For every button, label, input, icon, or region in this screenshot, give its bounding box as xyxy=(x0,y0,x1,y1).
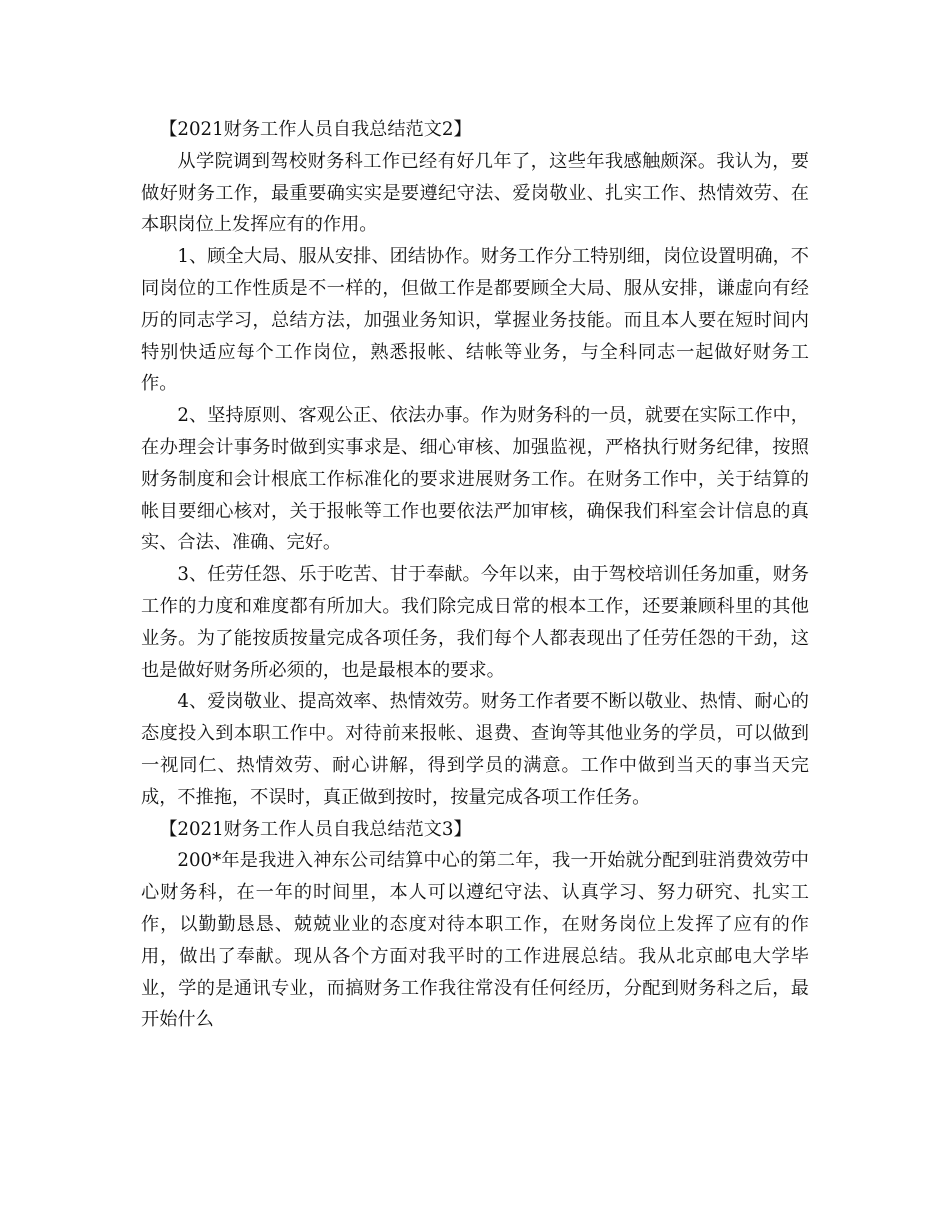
paragraph: 1、顾全大局、服从安排、团结协作。财务工作分工特别细，岗位设置明确，不同岗位的工作性质是不一样的，但做工作是都要顾全大局、服从安排，谦虚向有经历的同志学习，总结方法，加强业务知识，掌握业务技能。而且本人要在短时间内特别快适应每个工作岗位，熟悉报帐、结帐等业务，与全科同志一起做好财务工作。 xyxy=(141,246,809,395)
paragraph: 200*年是我进入神东公司结算中心的第二年，我一开始就分配到驻消费效劳中心财务科，在一年的时间里，本人可以遵纪守法、认真学习、努力研究、扎实工作，以勤勤恳恳、兢兢业业的态度对待本职工作，在财务岗位上发挥了应有的作用，做出了奉献。现从各个方面对我平时的工作进展总结。我从北京邮电大学毕业，学的是通讯专业，而搞财务工作我往常没有任何经历，分配到财务科之后，最开始什么 xyxy=(141,850,809,1031)
paragraph: 2、坚持原则、客观公正、依法办事。作为财务科的一员，就要在实际工作中，在办理会计事务时做到实事求是、细心审核、加强监视，严格执行财务纪律，按照财务制度和会计根底工作标准化的要求进展财务工作。在财务工作中，关于结算的帐目要细心核对，关于报帐等工作也要依法严加审核，确保我们科室会计信息的真实、合法、准确、完好。 xyxy=(141,405,809,554)
section-heading-3: 【2021财务工作人员自我总结范文3】 xyxy=(159,818,472,840)
paragraph: 3、任劳任怨、乐于吃苦、甘于奉献。今年以来，由于驾校培训任务加重，财务工作的力度和难度都有所加大。我们除完成日常的根本工作，还要兼顾科里的其他业务。为了能按质按量完成各项任务，我们每个人都表现出了任劳任怨的干劲，这也是做好财务所必须的，也是最根本的要求。 xyxy=(141,564,809,681)
paragraph: 从学院调到驾校财务科工作已经有好几年了，这些年我感触颇深。我认为，要做好财务工作，最重要确实实是要遵纪守法、爱岗敬业、扎实工作、热情效劳、在本职岗位上发挥应有的作用。 xyxy=(141,150,809,236)
document-page xyxy=(141,114,809,1036)
paragraph: 4、爱岗敬业、提高效率、热情效劳。财务工作者要不断以敬业、热情、耐心的态度投入到本职工作中。对待前来报帐、退费、查询等其他业务的学员，可以做到一视同仁、热情效劳、耐心讲解，得到学员的满意。工作中做到当天的事当天完成，不推拖，不误时，真正做到按时，按量完成各项工作任务。 xyxy=(141,691,809,808)
section-heading-2: 【2021财务工作人员自我总结范文2】 xyxy=(159,119,472,140)
